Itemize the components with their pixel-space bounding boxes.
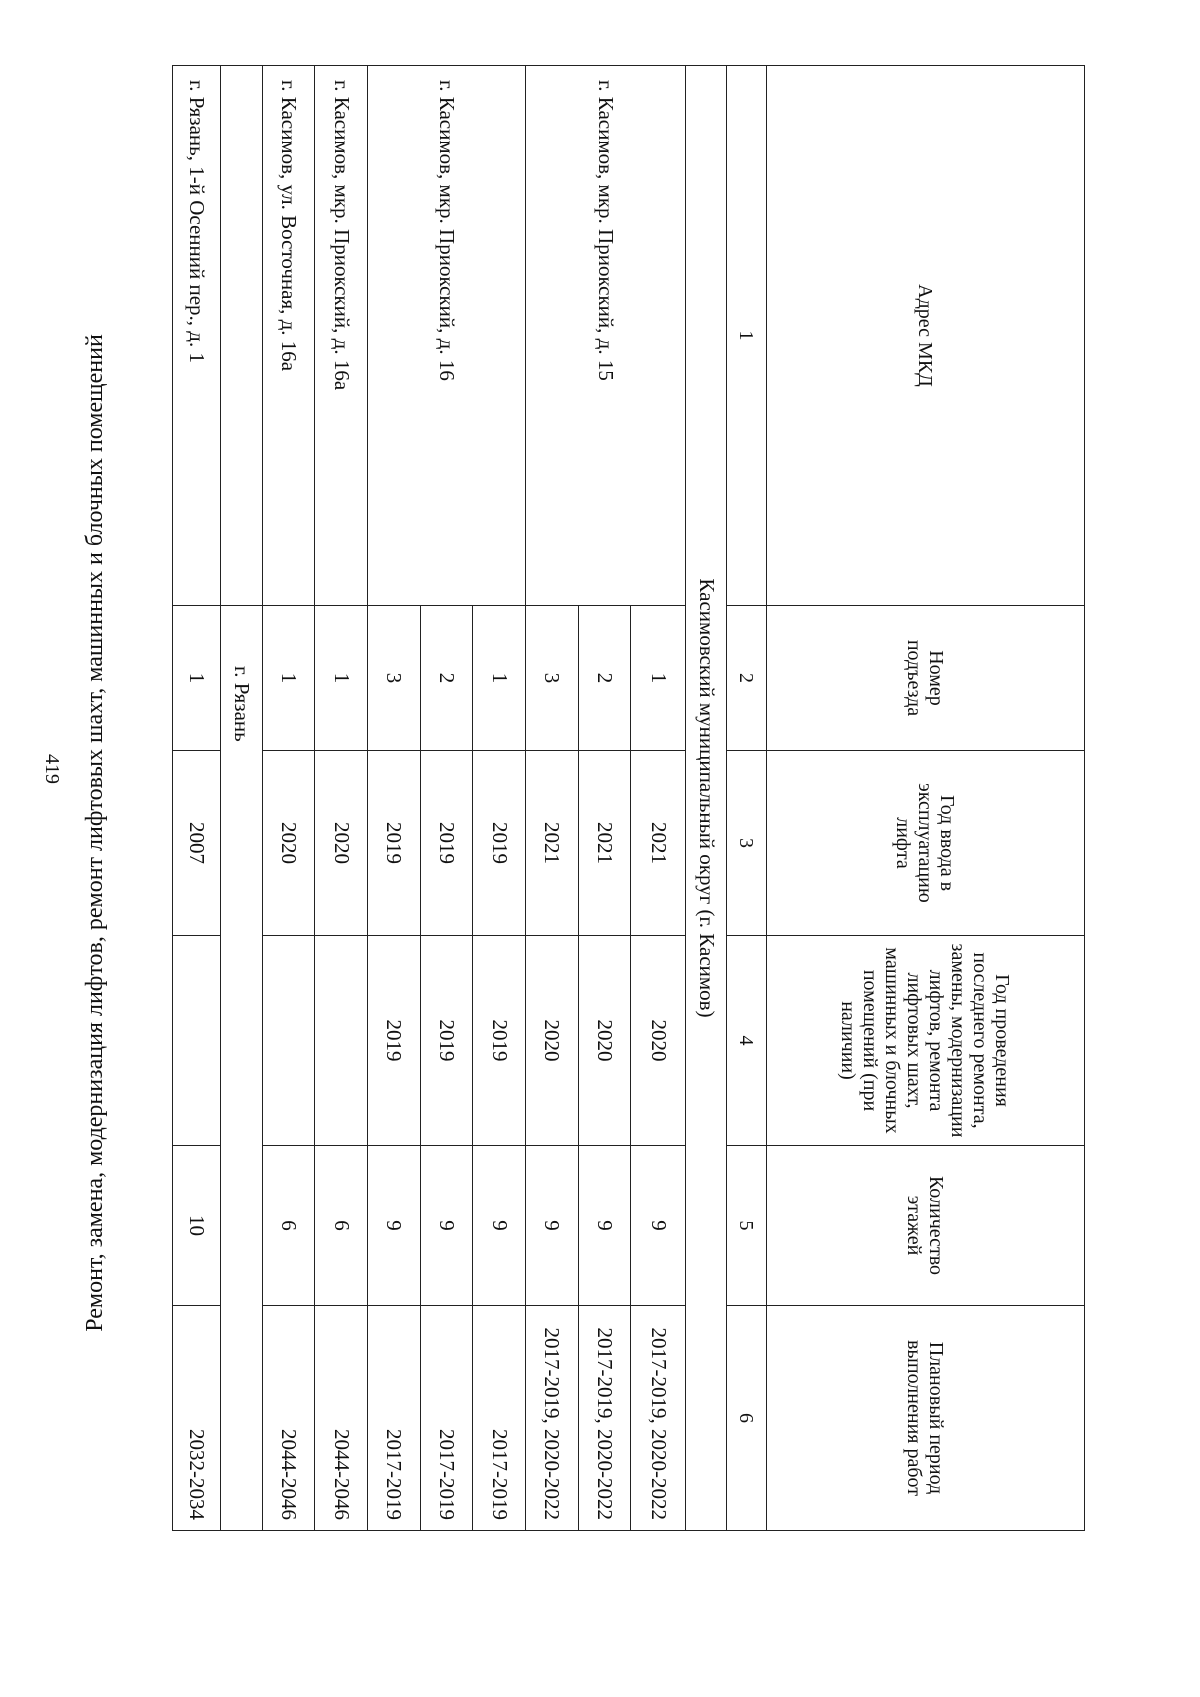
period-cell: 2017-2019 (420, 1306, 473, 1531)
year-commissioned-cell: 2021 (526, 751, 579, 936)
table-row (315, 66, 368, 1531)
year-last-repair-cell: 2019 (420, 936, 473, 1146)
column-number: 1 (727, 66, 767, 606)
address-cell: г. Касимов, мкр. Приокский, д. 16 (368, 66, 526, 606)
table-row (631, 66, 686, 1531)
page-number: 419 (41, 754, 63, 784)
entrance-cell: 3 (368, 606, 421, 751)
year-commissioned-cell: 2021 (631, 751, 686, 936)
address-cell: г. Касимов, мкр. Приокский, д. 15 (526, 66, 686, 606)
table-row (173, 66, 221, 1531)
year-last-repair-cell (315, 936, 368, 1146)
rotated-table-frame (172, 65, 1085, 1530)
floors-cell: 6 (262, 1146, 315, 1306)
table-container (172, 65, 1085, 1530)
year-last-repair-cell (173, 936, 221, 1146)
address-cell: г. Касимов, мкр. Приокский, д. 16а (315, 66, 368, 606)
year-last-repair-cell: 2020 (526, 936, 579, 1146)
column-number: 6 (727, 1306, 767, 1531)
floors-cell: 9 (526, 1146, 579, 1306)
header-address: Адрес МКД (767, 66, 1085, 606)
section-title-kasimov: Касимовский муниципальный округ (г. Касимов) (686, 66, 727, 1531)
year-last-repair-cell (262, 936, 315, 1146)
year-last-repair-cell: 2020 (578, 936, 631, 1146)
floors-cell: 10 (173, 1146, 221, 1306)
year-commissioned-cell: 2020 (315, 751, 368, 936)
year-last-repair-cell: 2020 (631, 936, 686, 1146)
year-commissioned-cell: 2019 (420, 751, 473, 936)
period-cell: 2044-2046 (315, 1306, 368, 1531)
table-row (262, 66, 315, 1531)
address-cell: г. Рязань, 1-й Осенний пер., д. 1 (173, 66, 221, 606)
lift-repair-table (172, 65, 1085, 1531)
year-commissioned-cell: 2020 (262, 751, 315, 936)
section-row (686, 66, 727, 1531)
year-commissioned-cell: 2019 (473, 751, 526, 936)
period-cell: 2017-2019 (473, 1306, 526, 1531)
address-cell: г. Касимов, ул. Восточная, д. 16а (262, 66, 315, 606)
floors-cell: 9 (631, 1146, 686, 1306)
year-commissioned-cell: 2019 (368, 751, 421, 936)
year-last-repair-cell: 2019 (473, 936, 526, 1146)
entrance-cell: 2 (420, 606, 473, 751)
entrance-cell: 1 (173, 606, 221, 751)
table-row (473, 66, 526, 1531)
table-row (220, 66, 262, 1531)
column-number: 2 (727, 606, 767, 751)
period-cell: 2017-2019, 2020-2022 (526, 1306, 579, 1531)
section-title-ryazan: г. Рязань (220, 606, 262, 1531)
column-number: 4 (727, 936, 767, 1146)
column-number-row (727, 66, 767, 1531)
entrance-cell: 2 (578, 606, 631, 751)
empty-cell (220, 66, 262, 606)
entrance-cell: 3 (526, 606, 579, 751)
header-floors: Количество этажей (767, 1146, 1085, 1306)
floors-cell: 9 (578, 1146, 631, 1306)
floors-cell: 6 (315, 1146, 368, 1306)
header-year-last-repair: Год проведения последнего ремонта, замены, модернизации лифтов, ремонта лифтовых шахт, машинных и блочных помещений (при наличии) (767, 936, 1085, 1146)
header-entrance: Номер подъезда (767, 606, 1085, 751)
floors-cell: 9 (420, 1146, 473, 1306)
period-cell: 2044-2046 (262, 1306, 315, 1531)
floors-cell: 9 (368, 1146, 421, 1306)
period-cell: 2017-2019, 2020-2022 (578, 1306, 631, 1531)
year-commissioned-cell: 2007 (173, 751, 221, 936)
column-number: 5 (727, 1146, 767, 1306)
period-cell: 2017-2019, 2020-2022 (631, 1306, 686, 1531)
header-period: Плановый период выполнения работ (767, 1306, 1085, 1531)
header-row (767, 66, 1085, 1531)
document-title: Ремонт, замена, модернизация лифтов, ремонт лифтовых шахт, машинных и блочных помещений (82, 334, 108, 1332)
header-year-commissioned: Год ввода в эксплуатацию лифта (767, 751, 1085, 936)
period-cell: 2032-2034 (173, 1306, 221, 1531)
floors-cell: 9 (473, 1146, 526, 1306)
column-number: 3 (727, 751, 767, 936)
period-cell: 2017-2019 (368, 1306, 421, 1531)
year-last-repair-cell: 2019 (368, 936, 421, 1146)
entrance-cell: 1 (262, 606, 315, 751)
year-commissioned-cell: 2021 (578, 751, 631, 936)
entrance-cell: 1 (473, 606, 526, 751)
entrance-cell: 1 (315, 606, 368, 751)
entrance-cell: 1 (631, 606, 686, 751)
